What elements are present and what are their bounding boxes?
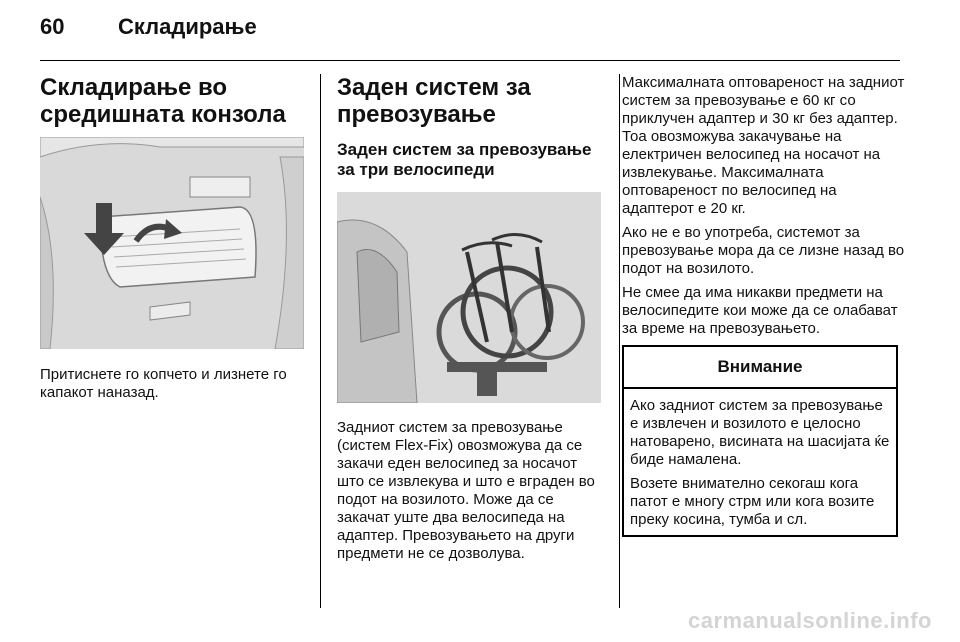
console-armrest-illustration-icon	[40, 137, 304, 349]
warning-box	[622, 345, 898, 537]
warning-title: Внимание	[624, 347, 896, 389]
bicycle-carrier-illustration-icon	[337, 192, 601, 403]
console-storage-heading: Складирање во средишната конзола	[40, 74, 286, 128]
carrier-description: Задниот систем за превозување (систем Flex-Fix) овозможува да се закачи еден велосипед за носачот што се извлекува и што е вграден во подот на возилото. Може да се закачат уште два велосипеда на адаптер. Превозувањето на други предмети не се дозволува.	[337, 419, 595, 562]
column-divider-1	[320, 74, 321, 608]
warning-paragraph-2: Возете внимателно секогаш кога патот е многу стрм или кога возите преку косина, тумба и сл.	[630, 475, 875, 528]
console-figure	[40, 137, 304, 349]
column-3	[622, 74, 906, 537]
page-number: 60	[40, 14, 65, 39]
loose-items-paragraph: Не смее да има никакви предмети на велосипедите кои може да се олабават за време на превозувањето.	[622, 284, 898, 337]
console-caption: Притиснете го копчето и лизнете го капакот наназад.	[40, 366, 287, 401]
column-2	[337, 74, 605, 563]
column-1	[40, 74, 304, 402]
column-divider-2	[619, 74, 620, 608]
watermark: carmanualsonline.info	[688, 608, 932, 633]
section-title: Складирање	[118, 14, 257, 39]
carrier-subheading: Заден систем за превозување за три велосипеди	[337, 140, 592, 179]
carrier-heading: Заден систем за превозување	[337, 74, 531, 128]
storage-paragraph: Ако не е во употреба, системот за превозување мора да се лизне назад во подот на возилото.	[622, 224, 905, 277]
page-header	[40, 14, 900, 48]
warning-body	[624, 389, 896, 535]
header-divider	[40, 60, 900, 61]
carrier-figure	[337, 192, 601, 403]
warning-paragraph-1: Ако задниот систем за превозување е извлечен и возилото е целосно натоварено, висината на шасијата ќе биде намалена.	[630, 397, 890, 468]
load-paragraph: Максималната оптовареност на задниот систем за превозување е 60 кг со приклучен адаптер и 30 кг без адаптер. Тоа овозможува закачување на електричен велосипед на носачот на извлекување. Максималната оптовареност по велосипед на адаптерот е 20 кг.	[622, 74, 905, 217]
